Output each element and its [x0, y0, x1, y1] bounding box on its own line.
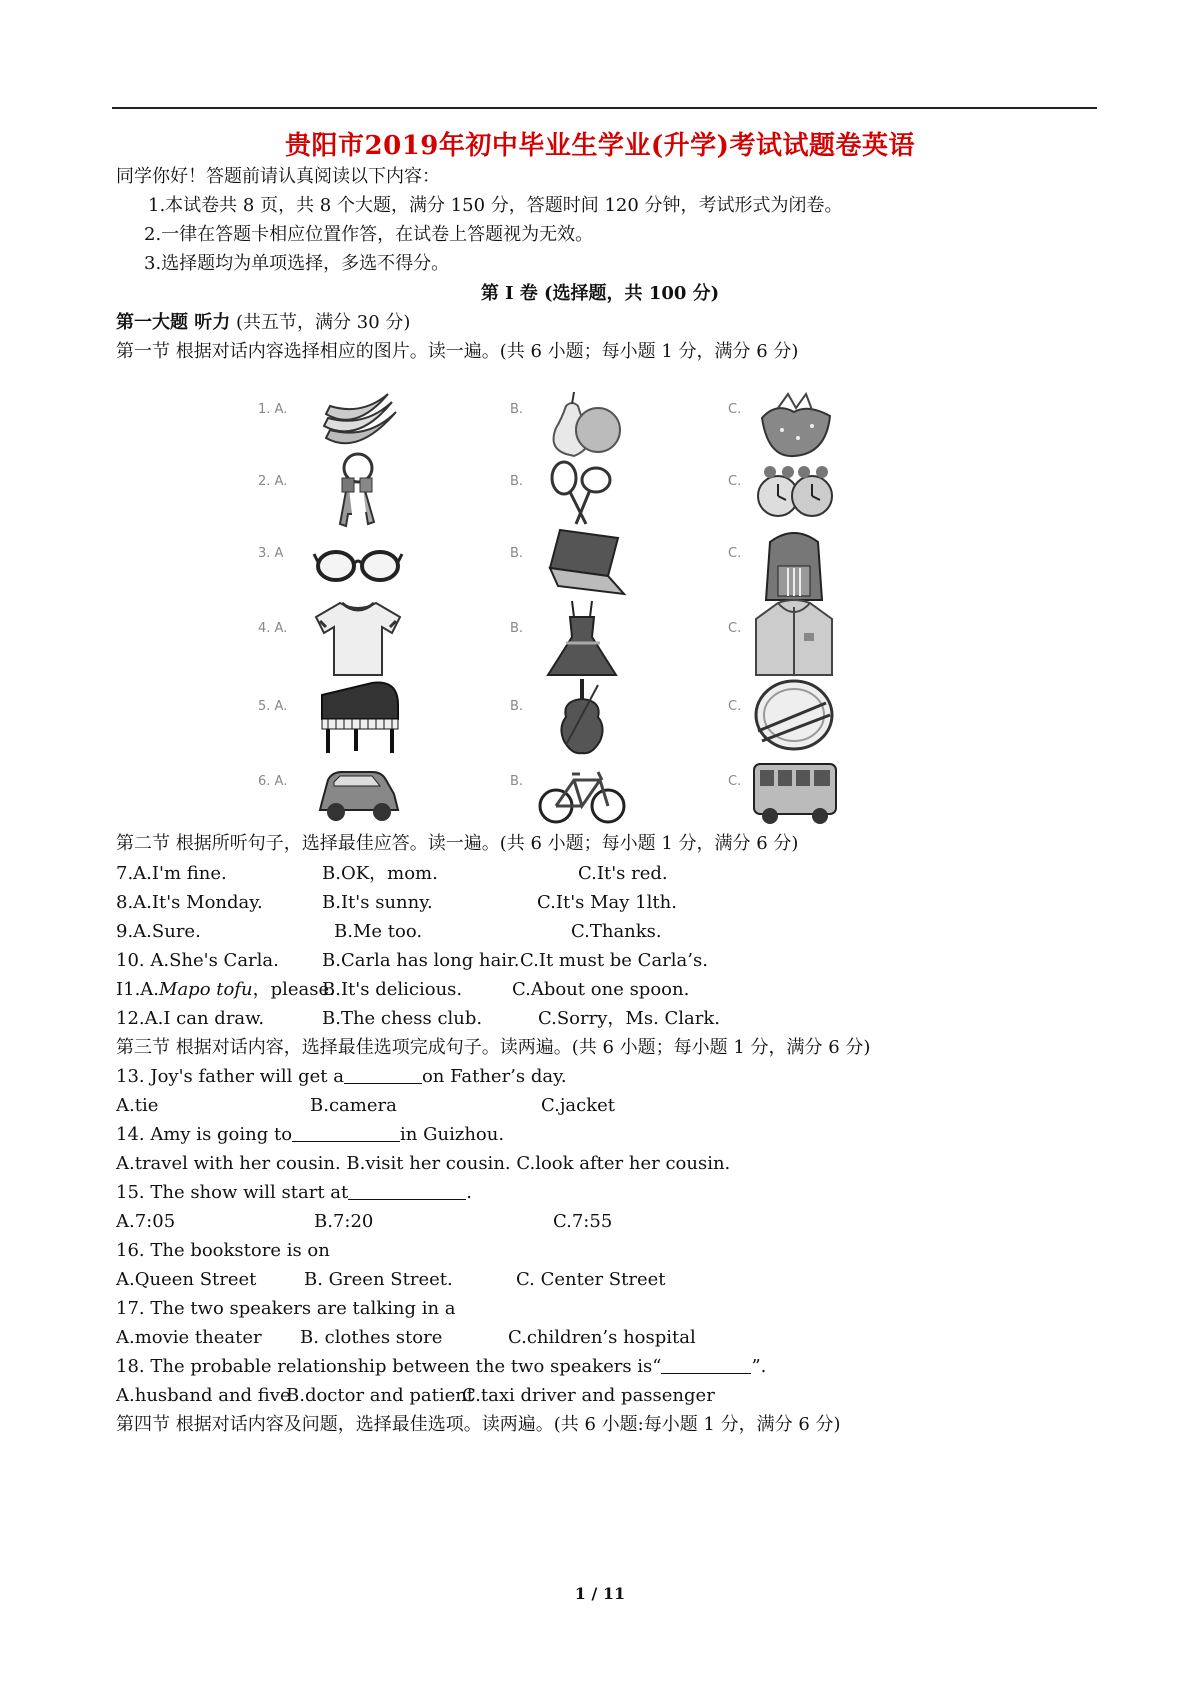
q11-dish-name: Mapo tofu: [159, 979, 253, 1000]
q14-stem-end: in Guizhou.: [400, 1124, 505, 1145]
q8-option-c: C.It's May 1lth.: [537, 892, 677, 913]
q14-blank: [292, 1123, 400, 1142]
picture-option-label: B.: [510, 474, 524, 489]
q17-option-a: A.movie theater: [116, 1327, 262, 1348]
q13-stem: [116, 1065, 567, 1089]
q13-option-c: C.jacket: [541, 1095, 616, 1116]
picture-row-2: [0, 450, 1200, 530]
q10-option-b: B.Carla has long hair.: [322, 950, 520, 971]
q16-option-c: C. Center Street: [516, 1269, 666, 1290]
q11-suffix: ，please.: [252, 979, 335, 1000]
t-shirt-icon: [312, 597, 404, 677]
picture-option-label: 3. A: [258, 546, 284, 561]
part-1-heading: 第 I 卷 (选择题，共 100 分): [480, 283, 720, 304]
q10-option-a: 10. A.She's Carla.: [116, 950, 279, 971]
q13-blank: [344, 1065, 422, 1084]
bus-icon: [748, 750, 840, 830]
picture-row-5: [0, 675, 1200, 755]
q13-stem-start: 13. Joy's father will get a: [116, 1066, 344, 1087]
scissors-icon: [536, 450, 628, 530]
q15-stem-end: .: [466, 1182, 472, 1203]
intro-rule-3: 3.选择题均为单项选择，多选不得分。: [144, 253, 450, 274]
intro-rule-1: 1.本试卷共 8 页，共 8 个大题，满分 150 分，答题时间 120 分钟，考试形式为闭卷。: [148, 195, 843, 216]
q13-option-b: B.camera: [310, 1095, 397, 1116]
intro-greeting: 同学你好！答题前请认真阅读以下内容：: [116, 166, 440, 187]
banana-icon: [312, 378, 404, 458]
drum-icon: [748, 675, 840, 755]
picture-option-label: C.: [728, 402, 742, 417]
q10-option-c: C.It must be Carla’s.: [520, 950, 708, 971]
picture-option-label: C.: [728, 699, 742, 714]
subsection-2: 第二节 根据所听句子，选择最佳应答。读一遍。(共 6 小题；每小题 1 分，满分 6 分): [116, 833, 799, 854]
picture-option-label: B.: [510, 621, 524, 636]
q17-option-c: C.children’s hospital: [508, 1327, 696, 1348]
q12-option-b: B.The chess club.: [322, 1008, 483, 1029]
q8-option-b: B.It's sunny.: [322, 892, 433, 913]
q18-option-a: A.husband and five: [116, 1385, 291, 1406]
q14-stem: [116, 1123, 504, 1147]
top-rule: [112, 107, 1097, 109]
glasses-icon: [312, 522, 404, 602]
q11-prefix: I1.A.: [116, 979, 160, 1000]
picture-option-label: 1. A.: [258, 402, 288, 417]
keys-icon: [312, 450, 404, 530]
q12-option-c: C.Sorry，Ms. Clark.: [538, 1008, 721, 1029]
q18-blank: [661, 1355, 751, 1374]
picture-option-label: 5. A.: [258, 699, 288, 714]
picture-option-label: B.: [510, 546, 524, 561]
q7-option-a: 7.A.I'm fine.: [116, 863, 227, 884]
q9-option-b: B.Me too.: [334, 921, 423, 942]
picture-row-6: [0, 750, 1200, 830]
laptop-icon: [536, 522, 628, 602]
q15-stem-start: 15. The show will start at: [116, 1182, 349, 1203]
q17-stem: 17. The two speakers are talking in a: [116, 1298, 456, 1319]
backpack-icon: [748, 522, 840, 602]
intro-rule-2: 2.一律在答题卡相应位置作答，在试卷上答题视为无效。: [144, 224, 594, 245]
violin-icon: [536, 675, 628, 755]
section-1-title: 第一大题 听力: [116, 312, 231, 333]
q17-option-b: B. clothes store: [300, 1327, 443, 1348]
q15-stem: [116, 1181, 472, 1205]
page-number: 1 / 11: [574, 1584, 626, 1603]
subsection-3: 第三节 根据对话内容，选择最佳选项完成句子。读两遍。(共 6 小题；每小题 1 分，满分 6 分): [116, 1037, 871, 1058]
dress-icon: [536, 597, 628, 677]
q11-option-b: B.It's delicious.: [322, 979, 463, 1000]
picture-option-label: 4. A.: [258, 621, 288, 636]
q11-option-c: C.About one spoon.: [512, 979, 690, 1000]
q15-blank: [348, 1181, 466, 1200]
q15-option-a: A.7:05: [116, 1211, 176, 1232]
strawberry-icon: [748, 378, 840, 458]
q13-stem-end: on Father’s day.: [421, 1066, 567, 1087]
q11-option-a: [116, 978, 335, 1002]
picture-option-label: C.: [728, 546, 742, 561]
q7-option-b: B.OK，mom.: [322, 863, 438, 884]
picture-row-4: [0, 597, 1200, 677]
q9-option-c: C.Thanks.: [571, 921, 662, 942]
q16-option-a: A.Queen Street: [116, 1269, 257, 1290]
piano-icon: [312, 675, 404, 755]
q16-option-b: B. Green Street.: [304, 1269, 453, 1290]
picture-option-label: C.: [728, 621, 742, 636]
q13-option-a: A.tie: [116, 1095, 159, 1116]
subsection-4: 第四节 根据对话内容及问题，选择最佳选项。读两遍。(共 6 小题:每小题 1 分，满分 6 分): [116, 1414, 841, 1435]
q18-stem-end: ”.: [751, 1356, 767, 1377]
picture-option-label: B.: [510, 402, 524, 417]
q15-option-b: B.7:20: [314, 1211, 374, 1232]
section-1-heading: [116, 311, 410, 335]
q18-option-b: B.doctor and patient: [286, 1385, 475, 1406]
q15-option-c: C.7:55: [553, 1211, 613, 1232]
q7-option-c: C.It's red.: [578, 863, 668, 884]
q16-stem: 16. The bookstore is on: [116, 1240, 330, 1261]
q8-option-a: 8.A.It's Monday.: [116, 892, 263, 913]
picture-row-3: [0, 522, 1200, 602]
section-1-note: (共五节，满分 30 分): [230, 312, 411, 333]
q18-option-c: C.taxi driver and passenger: [462, 1385, 715, 1406]
alarm-clock-icon: [748, 450, 840, 530]
q9-option-a: 9.A.Sure.: [116, 921, 201, 942]
picture-row-1: [0, 378, 1200, 458]
jacket-icon: [748, 597, 840, 677]
subsection-1: 第一节 根据对话内容选择相应的图片。读一遍。(共 6 小题；每小题 1 分，满分 6 分): [116, 341, 799, 362]
q12-option-a: 12.A.I can draw.: [116, 1008, 265, 1029]
q18-stem: [116, 1355, 766, 1379]
q14-stem-start: 14. Amy is going to: [116, 1124, 293, 1145]
bicycle-icon: [536, 750, 628, 830]
picture-option-label: B.: [510, 774, 524, 789]
picture-option-label: B.: [510, 699, 524, 714]
car-icon: [312, 750, 404, 830]
pear-icon: [536, 378, 628, 458]
q18-stem-start: 18. The probable relationship between the two speakers is“: [116, 1356, 662, 1377]
q14-options: A.travel with her cousin. B.visit her cousin. C.look after her cousin.: [116, 1153, 731, 1174]
picture-option-label: 6. A.: [258, 774, 288, 789]
picture-option-label: 2. A.: [258, 474, 288, 489]
picture-option-label: C.: [728, 774, 742, 789]
picture-option-label: C.: [728, 474, 742, 489]
exam-title: 贵阳市2019年初中毕业生学业(升学)考试试题卷英语: [285, 131, 915, 161]
